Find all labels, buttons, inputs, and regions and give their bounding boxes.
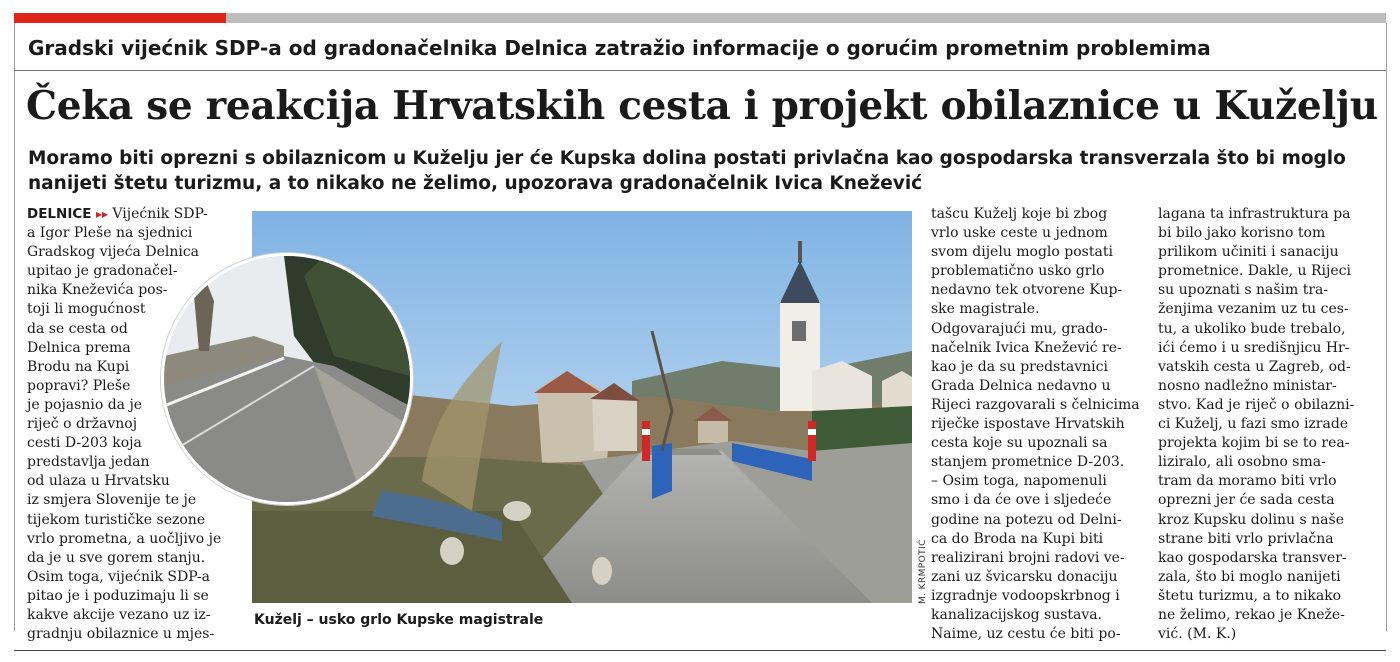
column-line: ne želimo, rekao je Kneže-: [1158, 606, 1345, 623]
column-line: Odgovarajući mu, grado-: [931, 320, 1108, 337]
column-line: vić. (M. K.): [1158, 626, 1237, 643]
column-line: projekta kojim bi se to rea-: [1158, 435, 1350, 452]
column-line: da se cesta od: [27, 320, 128, 337]
column-line: Naime, uz cestu će biti po-: [931, 626, 1121, 643]
column-line: vrlo prometna, a uočljivo je: [27, 530, 222, 547]
column-line: kao gospodarska transver-: [1158, 549, 1347, 566]
column-line: prilikom učiniti i sanaciju: [1158, 244, 1339, 261]
dateline: DELNICE: [27, 206, 92, 222]
column-line: ženjima vezanim uz tu ces-: [1158, 301, 1349, 318]
lead-line: [27, 205, 241, 224]
column-line: zala, što bi moglo nanijeti: [1158, 568, 1341, 585]
column-line: svom dijelu moglo postati: [931, 244, 1113, 261]
column-line: od ulaza u Hrvatsku: [27, 473, 170, 490]
column-line: kakve akcije vezano uz iz-: [27, 606, 211, 623]
photo-caption: Kuželj – usko grlo Kupske magistrale: [254, 612, 544, 628]
column-line: Grada Delnica nedavno u: [931, 377, 1111, 394]
column-line: iz smjera Slovenije te je: [27, 492, 197, 509]
column-line: oprezni jer će sada cesta: [1158, 492, 1335, 509]
column-line: ca do Broda na Kupi biti: [931, 530, 1104, 547]
column-line: štetu turizmu, a to nikako: [1158, 587, 1342, 604]
column-line: nosno nadležno ministar-: [1158, 377, 1337, 394]
column-line: upitao je gradonačel-: [27, 263, 178, 280]
column-line: lagana ta infrastruktura pa: [1158, 206, 1351, 222]
column-line: nedavno tek otvorene Kup-: [931, 282, 1123, 299]
column-line: strane biti vrlo privlačna: [1158, 530, 1334, 547]
column-line: pitao je i poduzimaju li se: [27, 587, 209, 604]
headline: Čeka se reakcija Hrvatskih cesta i projekt obilaznice u Kuželju: [26, 83, 1378, 129]
column-line: tu, a ukoliko bude trebalo,: [1158, 320, 1346, 337]
column-line: kroz Kupsku dolinu s naše: [1158, 511, 1344, 528]
column-line: riječke ispostave Hrvatskih: [931, 416, 1125, 433]
text-column-3: [931, 205, 1143, 644]
column-line: ci Kuželj, u fazi smo izrade: [1158, 416, 1349, 433]
column-line: izgradnje vodoopskrbnog i: [931, 587, 1120, 604]
column-line: toji li mogućnost: [27, 301, 146, 318]
column-line: zani uz švicarsku donaciju: [931, 568, 1118, 585]
column-line: Delnica prema: [27, 339, 131, 356]
column-line: Brodu na Kupi: [27, 358, 130, 375]
kicker-divider: [14, 70, 1386, 71]
column-line: – Osim toga, napomenuli: [931, 473, 1107, 490]
photo-credit: M. KRMPOTIĆ: [918, 539, 928, 604]
column-line: tijekom turističke sezone: [27, 511, 206, 528]
column-line: popravi? Pleše: [27, 377, 131, 394]
bottom-divider: [14, 650, 1386, 651]
text-column-4: [1158, 205, 1370, 644]
column-line: kanalizacijskog sustava.: [931, 606, 1103, 623]
column-line: ići ćemo i u središnjicu Hr-: [1158, 339, 1350, 356]
column-line: bi bilo jako korisno tom: [1158, 225, 1326, 242]
inset-road-photo: [161, 253, 413, 505]
column-line: problematično usko grlo: [931, 263, 1105, 280]
subheadline: Moramo biti oprezni s obilaznicom u Kuželju jer će Kupska dolina postati privlačna kao gospodarska transverzala što bi moglo nanijeti štetu turizmu, a to nikako ne želimo, upozorava gradonačelnik Ivica Knežević: [28, 148, 1346, 194]
column-line: Vijećnik SDP-: [107, 206, 208, 222]
column-line: ske magistrale.: [931, 301, 1040, 318]
column-line: stanjem prometnice D-203.: [931, 454, 1125, 471]
column-line: je pojasnio da je: [27, 396, 143, 413]
column-line: načelnik Ivica Knežević re-: [931, 339, 1122, 356]
column-line: a Igor Pleše na sjednici: [27, 225, 193, 242]
column-line: kao je da su predstavnici: [931, 358, 1108, 375]
column-line: Rijeci razgovarali s čelnicima: [931, 396, 1140, 413]
column-line: realizirani brojni radovi ve-: [931, 549, 1125, 566]
column-line: Osim toga, vijećnik SDP-a: [27, 568, 210, 585]
column-line: riječ o državnoj: [27, 416, 138, 433]
column-line: vrlo uske ceste u jednom: [931, 225, 1108, 242]
column-line: stvo. Kad je riječ o obilazni-: [1158, 396, 1355, 413]
column-line: prometnice. Dakle, u Rijeci: [1158, 263, 1351, 280]
column-line: Gradskog vijeća Delnica: [27, 244, 200, 261]
column-line: smo i da će ove i sljedeće: [931, 492, 1112, 509]
column-line: da je u sve gorem stanju.: [27, 549, 206, 566]
kicker: Gradski vijećnik SDP-a od gradonačelnika Delnica zatražio informacije o gorućim prometnim problemima: [28, 36, 1211, 60]
column-line: su upoznati s našim tra-: [1158, 282, 1329, 299]
column-line: vatskih cesta u Zagreb, od-: [1158, 358, 1351, 375]
column-line: cesti D-203 koja: [27, 435, 142, 452]
column-line: godine na potezu od Delni-: [931, 511, 1122, 528]
section-bar: [226, 13, 1386, 23]
column-line: liziralo, ali osobno sma-: [1158, 454, 1326, 471]
column-line: tram da moramo biti vrlo: [1158, 473, 1337, 490]
column-line: cesta koje su upoznali sa: [931, 435, 1108, 452]
column-line: predstavlja jedan: [27, 454, 150, 471]
column-line: gradnju obilaznice u mjes-: [27, 626, 215, 643]
dateline-arrow-icon: ▸▸: [95, 207, 108, 221]
section-accent-bar: [14, 13, 226, 23]
column-line: tašcu Kuželj koje bi zbog: [931, 206, 1108, 222]
column-line: nika Kneževića pos-: [27, 282, 168, 299]
